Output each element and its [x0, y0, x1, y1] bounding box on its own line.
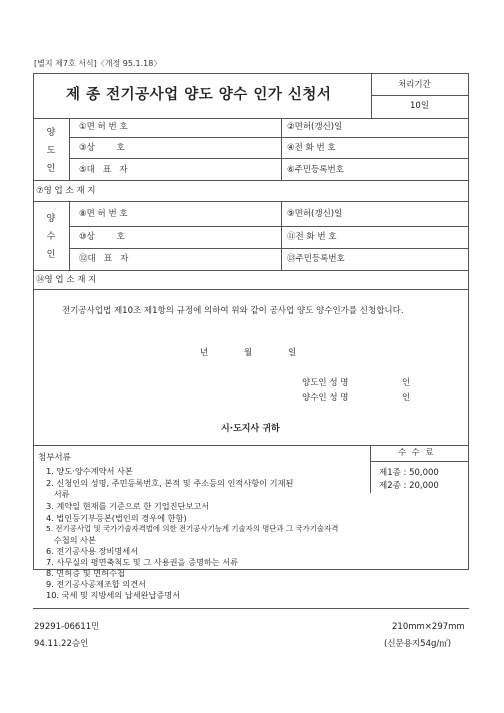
transferor-license-number-label: ①면 허 번 호: [79, 122, 128, 132]
divider: [33, 289, 469, 290]
attachment-item: 6. 전기공사용 장비명세서: [46, 546, 139, 556]
transferee-label: 양 수 인: [46, 214, 56, 260]
attachment-item: 1. 양도·양수계약서 사본: [46, 466, 133, 476]
paper-size: 210mm×297mm: [392, 622, 465, 632]
transferee-office-address-label: ⑭영 업 소 재 지: [36, 275, 97, 285]
transferee-seal: 인: [402, 393, 411, 403]
transferor-signature-label: 양도인 성 명: [302, 378, 349, 388]
paper-type: (신문용지54g/㎡): [384, 639, 452, 649]
divider: [33, 180, 469, 181]
attachment-item: 8. 면허증 및 면허수첩: [46, 568, 125, 578]
transferor-resident-number-label: ⑥주민등록번호: [287, 165, 344, 175]
divider: [281, 201, 282, 270]
transferee-signature-label: 양수인 성 명: [302, 393, 349, 403]
attachment-item: 2. 신청인의 성명, 주민등록번호, 본적 및 주소등의 인적사항이 기재된: [46, 478, 294, 488]
transferor-representative-label: ⑤대 표 자: [79, 165, 128, 175]
addressee: 시·도지사 귀하: [221, 424, 280, 434]
application-statement: 전기공사업법 제10조 제1항의 규정에 의하여 위와 같이 공사업 양도 양수인가를 신청합니다.: [62, 306, 404, 316]
divider: [33, 118, 469, 119]
date-year: 년: [200, 348, 209, 358]
form-title: 제 종 전기공사업 양도 양수 인가 신청서: [66, 87, 332, 103]
transferee-license-number-label: ⑧면 허 번 호: [79, 209, 128, 219]
transferor-seal: 인: [402, 378, 411, 388]
fee-class-1: 제1종 : 50,000: [379, 468, 439, 478]
attachment-item: 5. 전기공사업 및 국가기술자격법에 의한 전기공사기능계 기술자의 명단과 그 국가기술자격: [46, 524, 339, 533]
approval-date: 94.11.22승인: [34, 639, 89, 649]
divider: [370, 445, 371, 493]
divider: [69, 248, 469, 249]
transferee-resident-number-label: ⑬주민등록번호: [287, 254, 345, 264]
attachment-item: 수첩의 사본: [46, 535, 96, 545]
transferee-license-date-label: ⑨면허(갱신)일: [287, 209, 343, 219]
divider: [371, 95, 469, 96]
transferor-company-name-label: ③상 호: [79, 143, 125, 153]
date-day: 일: [288, 348, 297, 358]
transferee-phone-label: ⑪전 화 번 호: [287, 232, 337, 242]
processing-period-label: 처리기간: [398, 80, 431, 90]
divider: [69, 137, 469, 138]
form-number-note: [별지 제7호 서식]〈개정 95.1.18〉: [34, 59, 162, 68]
processing-period-value: 10일: [410, 101, 430, 111]
transferee-company-name-label: ⑩상 호: [79, 232, 125, 242]
transferee-representative-label: ⑫대 표 자: [79, 254, 129, 264]
divider: [69, 118, 70, 180]
transferor-phone-label: ④전 화 번 호: [287, 143, 336, 153]
attachment-item: 7. 사무실의 평면축척도 및 그 사용권을 증명하는 서류: [46, 557, 239, 567]
transferor-license-date-label: ②면허(갱신)일: [287, 122, 343, 132]
fee-label: 수 수 료: [398, 448, 434, 458]
divider: [281, 118, 282, 180]
divider: [69, 201, 70, 270]
transferor-label: 양 도 인: [46, 128, 56, 174]
form-code: 29291-06611민: [34, 622, 100, 632]
divider: [33, 201, 469, 202]
attachment-item: 10. 국세 및 지방세의 납세완납증명서: [46, 590, 181, 600]
attachment-item: 9. 전기공사공제조합 의견서: [46, 579, 147, 589]
transferor-office-address-label: ⑦영 업 소 재 지: [36, 186, 96, 196]
attachment-item: 3. 계약일 현재를 기준으로 한 기업진단보고서: [46, 501, 210, 511]
date-month: 월: [244, 348, 253, 358]
attachment-item: 서류: [46, 489, 70, 499]
fee-class-2: 제2종 : 20,000: [379, 481, 439, 491]
divider: [33, 270, 469, 271]
attachments-title: 첨부서류: [38, 453, 71, 463]
divider: [69, 226, 469, 227]
attachment-item: 4. 법인등기부등본(법인의 경우에 한함): [46, 513, 187, 523]
divider: [33, 445, 469, 446]
footer-rule: [33, 608, 469, 609]
divider: [370, 461, 469, 462]
divider: [69, 158, 469, 159]
